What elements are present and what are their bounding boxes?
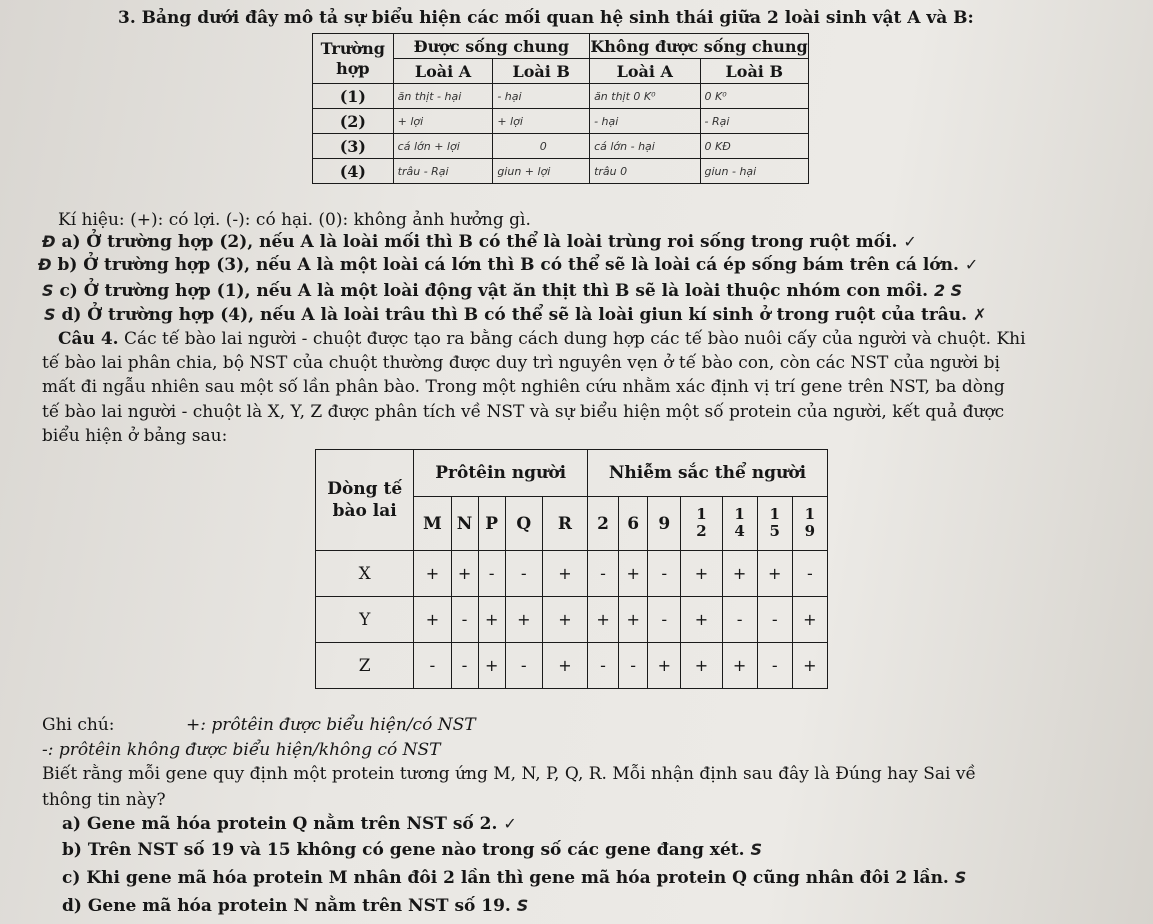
header-protein: Prôtêin người <box>414 450 588 497</box>
cell: - hại <box>590 109 700 134</box>
header-live-together: Được sống chung <box>393 34 589 59</box>
q4-label: Câu 4. <box>58 329 119 349</box>
note-label: Ghi chú: <box>42 715 115 735</box>
q4-intro-line: tế bào lai phân chia, bộ NST của chuột thường được duy trì nguyên vẹn ở tế bào con, còn các NST của người bị <box>42 353 1000 373</box>
line-label: Y <box>316 597 414 643</box>
q4-intro-line <box>58 329 1026 349</box>
value-cell: - <box>757 597 792 643</box>
legend: Kí hiệu: (+): có lợi. (-): có hại. (0): không ảnh hưởng gì. <box>58 210 531 230</box>
statement-text: d) Ở trường hợp (4), nếu A là loài trâu thì B có thể sẽ là loài giun kí sinh ở trong ruột của trâu. <box>61 305 968 325</box>
cell: cá lớn - hại <box>590 134 700 159</box>
answer-mark: Đ <box>42 232 56 251</box>
value-cell: + <box>619 597 648 643</box>
value-cell: - <box>588 551 619 597</box>
chromosome-header: 1 2 <box>681 497 722 551</box>
value-cell: + <box>542 551 587 597</box>
q4-intro-line: biểu hiện ở bảng sau: <box>42 426 228 446</box>
cell: + lợi <box>493 109 590 134</box>
chromosome-header: 1 5 <box>757 497 792 551</box>
cell: ăn thịt 0 K⁰ <box>590 84 700 109</box>
protein-header: R <box>542 497 587 551</box>
value-cell: + <box>451 551 478 597</box>
value-cell: + <box>478 597 505 643</box>
q3-statement-d <box>44 305 986 325</box>
value-cell: - <box>414 643 451 689</box>
statement-text: b) Trên NST số 19 và 15 không có gene nào trong số các gene đang xét. <box>62 840 745 860</box>
table-row <box>313 134 809 159</box>
value-cell: + <box>757 551 792 597</box>
q4-statement-d <box>62 896 528 916</box>
chromosome-header: 2 <box>588 497 619 551</box>
cell: + lợi <box>393 109 493 134</box>
intro-text: Các tế bào lai người - chuột được tạo ra bằng cách dung hợp các tế bào nuôi cấy của người và chuột. Khi <box>123 329 1026 349</box>
value-cell: - <box>648 597 681 643</box>
header-species-a: Loài A <box>393 59 493 84</box>
cell: cá lớn + lợi <box>393 134 493 159</box>
case-label: (3) <box>313 134 394 159</box>
table-row <box>313 84 809 109</box>
cell: 0 KĐ <box>700 134 809 159</box>
header-species-b: Loài B <box>493 59 590 84</box>
table-row <box>313 159 809 184</box>
value-cell: - <box>722 597 757 643</box>
value-cell: + <box>681 551 722 597</box>
value-cell: - <box>451 597 478 643</box>
header-case: Trường hợp <box>313 34 394 84</box>
statement-text: b) Ở trường hợp (3), nếu A là một loài cá lớn thì B có thể sẽ là loài cá ép sống bám trên cá lớn. <box>57 255 959 275</box>
task-line: Biết rằng mỗi gene quy định một protein tương ứng M, N, P, Q, R. Mỗi nhận định sau đây là Đúng hay Sai về <box>42 764 976 784</box>
value-cell: + <box>478 643 505 689</box>
statement-text: a) Gene mã hóa protein Q nằm trên NST số 2. <box>62 814 498 834</box>
header-cell-line: Dòng tế bào lai <box>316 450 414 551</box>
chromosome-header: 6 <box>619 497 648 551</box>
header-species-b: Loài B <box>700 59 809 84</box>
value-cell: + <box>722 551 757 597</box>
protein-header: P <box>478 497 505 551</box>
statement-text: a) Ở trường hợp (2), nếu A là loài mối thì B có thể là loài trùng roi sống trong ruột mối. <box>61 232 898 252</box>
value-cell: + <box>619 551 648 597</box>
cell: trâu 0 <box>590 159 700 184</box>
q4-intro-line: tế bào lai người - chuột là X, Y, Z được phân tích về NST và sự biểu hiện một số protein của người, kết quả được <box>42 402 1005 422</box>
value-cell: - <box>451 643 478 689</box>
answer-mark: S <box>750 840 762 859</box>
q3-heading: 3. Bảng dưới đây mô tả sự biểu hiện các mối quan hệ sinh thái giữa 2 loài sinh vật A và B: <box>118 8 974 28</box>
value-cell: - <box>478 551 505 597</box>
table-row <box>316 597 828 643</box>
q4-statement-c <box>62 868 966 888</box>
cell: 0 K⁰ <box>700 84 809 109</box>
q3-statement-a <box>42 232 917 252</box>
value-cell: - <box>588 643 619 689</box>
header-species-a: Loài A <box>590 59 700 84</box>
cell: giun + lợi <box>493 159 590 184</box>
answer-tail: ✗ <box>973 305 987 324</box>
statement-text: c) Ở trường hợp (1), nếu A là một loài động vật ăn thịt thì B sẽ là loài thuộc nhóm con mồi. <box>59 281 929 301</box>
value-cell: + <box>648 643 681 689</box>
case-label: (1) <box>313 84 394 109</box>
answer-tail: ✓ <box>903 232 917 251</box>
q4-intro-line: mất đi ngẫu nhiên sau một số lần phân bào. Trong một nghiên cứu nhằm xác định vị trí gene trên NST, ba dòng <box>42 377 1005 397</box>
value-cell: - <box>505 643 542 689</box>
answer-mark: Đ <box>38 255 52 274</box>
statement-text: d) Gene mã hóa protein N nằm trên NST số 19. <box>62 896 511 916</box>
value-cell: + <box>414 551 451 597</box>
cell: 0 <box>493 134 590 159</box>
value-cell: + <box>681 597 722 643</box>
value-cell: + <box>542 643 587 689</box>
answer-mark: S <box>42 281 54 300</box>
answer-mark: S <box>516 896 529 915</box>
line-label: Z <box>316 643 414 689</box>
cell: ăn thịt - hại <box>393 84 493 109</box>
table-row <box>313 109 809 134</box>
header-not-live-together: Không được sống chung <box>590 34 809 59</box>
value-cell: + <box>414 597 451 643</box>
chromosome-header: 1 4 <box>722 497 757 551</box>
value-cell: + <box>588 597 619 643</box>
value-cell: + <box>792 597 827 643</box>
table-row <box>316 551 828 597</box>
value-cell: - <box>619 643 648 689</box>
protein-header: N <box>451 497 478 551</box>
answer-tail: ✓ <box>964 255 979 274</box>
q4-statement-b <box>62 840 762 860</box>
note-minus: -: prôtêin không được biểu hiện/không có NST <box>42 740 441 760</box>
q4-statement-a <box>62 814 517 834</box>
header-chromosome: Nhiễm sắc thể người <box>588 450 828 497</box>
table-row <box>316 643 828 689</box>
value-cell: - <box>505 551 542 597</box>
note-plus: +: prôtêin được biểu hiện/có NST <box>186 715 476 735</box>
statement-text: c) Khi gene mã hóa protein M nhân đôi 2 lần thì gene mã hóa protein Q cũng nhân đôi 2 lần. <box>62 868 949 888</box>
cell: - hại <box>493 84 590 109</box>
case-label: (4) <box>313 159 394 184</box>
protein-header: Q <box>505 497 542 551</box>
chromosome-header: 1 9 <box>792 497 827 551</box>
value-cell: - <box>648 551 681 597</box>
answer-tail: 2 S <box>933 281 963 300</box>
answer-mark: S <box>44 305 56 324</box>
relationship-table <box>312 33 809 184</box>
value-cell: - <box>792 551 827 597</box>
cell: giun - hại <box>700 159 809 184</box>
cell: trâu - Rại <box>393 159 493 184</box>
value-cell: + <box>505 597 542 643</box>
value-cell: + <box>722 643 757 689</box>
cell: - Rại <box>700 109 809 134</box>
q3-statement-b <box>38 255 978 275</box>
value-cell: - <box>757 643 792 689</box>
value-cell: + <box>542 597 587 643</box>
case-label: (2) <box>313 109 394 134</box>
value-cell: + <box>792 643 827 689</box>
value-cell: + <box>681 643 722 689</box>
protein-header: M <box>414 497 451 551</box>
hybrid-cell-table <box>315 449 828 689</box>
chromosome-header: 9 <box>648 497 681 551</box>
q3-statement-c <box>42 281 962 301</box>
answer-mark: ✓ <box>503 814 517 833</box>
task-line: thông tin này? <box>42 790 166 810</box>
answer-mark: S <box>954 868 967 887</box>
line-label: X <box>316 551 414 597</box>
